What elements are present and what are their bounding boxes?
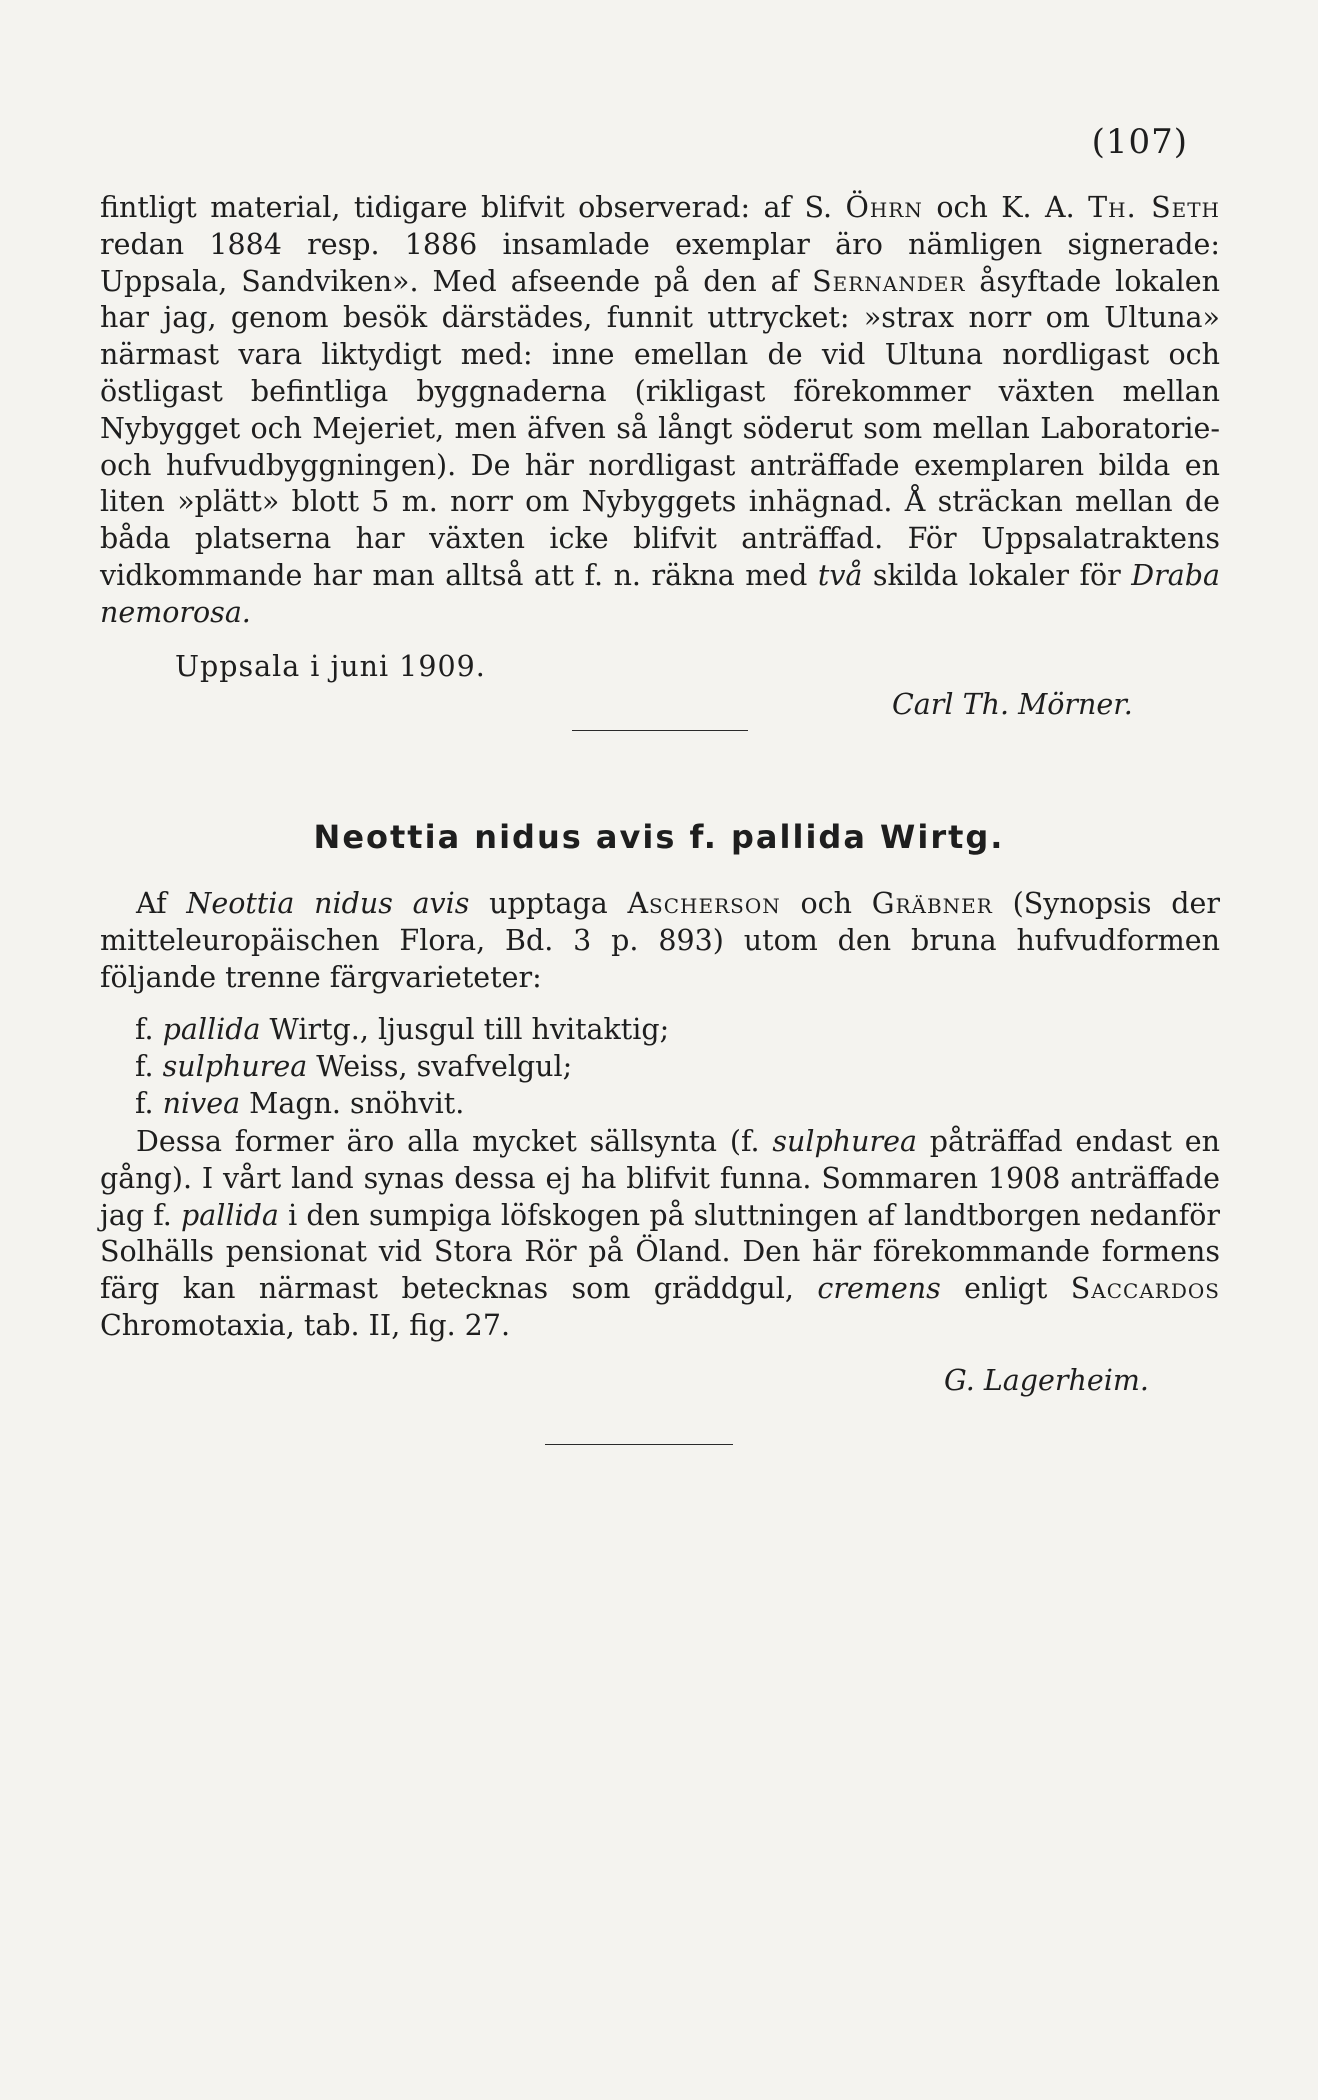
text-run: cremens <box>817 1272 941 1306</box>
paragraph-neottia-findings <box>100 1124 1220 1345</box>
section-heading: Neottia nidus avis f. pallida Wirtg. <box>313 818 1005 856</box>
text-run: enligt <box>940 1272 1071 1306</box>
list-item-form <box>135 1087 464 1120</box>
text-run: f. <box>135 1013 163 1046</box>
text-run: Ascherson <box>627 887 781 920</box>
text-run: nivea <box>162 1087 241 1120</box>
text-run: fintligt material, tidigare blifvit observerad: af S. <box>100 191 846 224</box>
text-run: Magn. snöhvit. <box>240 1087 465 1120</box>
text-run: i den sumpiga löfskogen på sluttningen af landtborgen nedanför Solhälls pensionat vid Stora Rör på Öland. Den här förekommande formens färg kan närmast betecknas som gräddgul, <box>100 1198 1220 1306</box>
text-run: Öhrn <box>845 191 923 224</box>
page-number: (107) <box>1091 122 1188 162</box>
text-run: redan 1884 resp. 1886 insamlade exemplar äro nämligen signerade: Uppsala, Sandviken». Med afseende på den af <box>100 227 1220 298</box>
text-run: Sernander <box>812 264 966 298</box>
paragraph-neottia-intro <box>100 886 1220 996</box>
text-run: sulphurea <box>162 1050 308 1083</box>
text-run: skilda lokaler för <box>862 558 1132 592</box>
text-run: Weiss, svafvelgul; <box>307 1050 573 1083</box>
paragraph-draba-localities <box>100 190 1220 632</box>
text-run: två <box>817 558 863 592</box>
text-run: påträffad endast en gång). I vårt land synas dessa ej ha blifvit funna. Sommaren 1908 anträffade jag f. <box>100 1125 1220 1232</box>
text-run: och K. A. <box>922 191 1089 224</box>
place-date: Uppsala i juni 1909. <box>175 650 486 683</box>
text-run: sulphurea <box>772 1125 917 1158</box>
signature-lagerheim: G. Lagerheim. <box>944 1364 1149 1397</box>
text-run: Neottia nidus avis <box>186 887 470 920</box>
text-run: Saccardos <box>1070 1272 1220 1306</box>
signature-morner: Carl Th. Mörner. <box>892 688 1133 721</box>
list-item-form <box>135 1050 572 1083</box>
text-run: pallida <box>181 1198 279 1232</box>
text-run: åsyftade lokalen har jag, genom besök därstädes, funnit uttrycket: »strax norr om Ultuna» närmast vara liktydigt med: inne emellan de vid Ultuna nordligast och östligast befintliga byggnaderna (rikligast förekommer växten mellan Nybygget och Mejeriet, men äfven så långt söderut som mellan Laboratorie- och hufvudbyggningen). De här nordligast anträffade exemplaren bilda en liten »plätt» blott 5 m. norr om Nybyggets inhägnad. Å sträckan mellan de båda platserna har växten icke blifvit anträffad. För Uppsalatraktens vidkommande har man alltså att f. n. räkna med <box>100 264 1220 592</box>
text-run: Af <box>136 887 187 920</box>
list-item-form <box>135 1013 669 1046</box>
text-run: f. <box>135 1087 163 1120</box>
text-run: Th. Seth <box>1088 191 1220 224</box>
text-run: Gräbner <box>871 887 993 920</box>
text-run: f. <box>135 1050 163 1083</box>
text-run: pallida <box>162 1013 261 1046</box>
text-run: Draba nemorosa. <box>100 558 1220 629</box>
text-run: (Synopsis der mitteleuropäischen Flora, Bd. 3 p. 893) utom den bruna hufvudformen följande trenne färgvarieteter: <box>100 887 1220 994</box>
text-run: Wirtg., ljusgul till hvitaktig; <box>260 1013 670 1046</box>
text-run: och <box>780 887 872 920</box>
text-run: upptaga <box>469 887 628 920</box>
text-run: Dessa former äro alla mycket sällsynta (f. <box>136 1125 773 1158</box>
end-rule <box>545 1444 733 1445</box>
text-run: Chromotaxia, tab. II, fig. 27. <box>100 1308 511 1342</box>
section-divider-rule <box>572 730 748 731</box>
